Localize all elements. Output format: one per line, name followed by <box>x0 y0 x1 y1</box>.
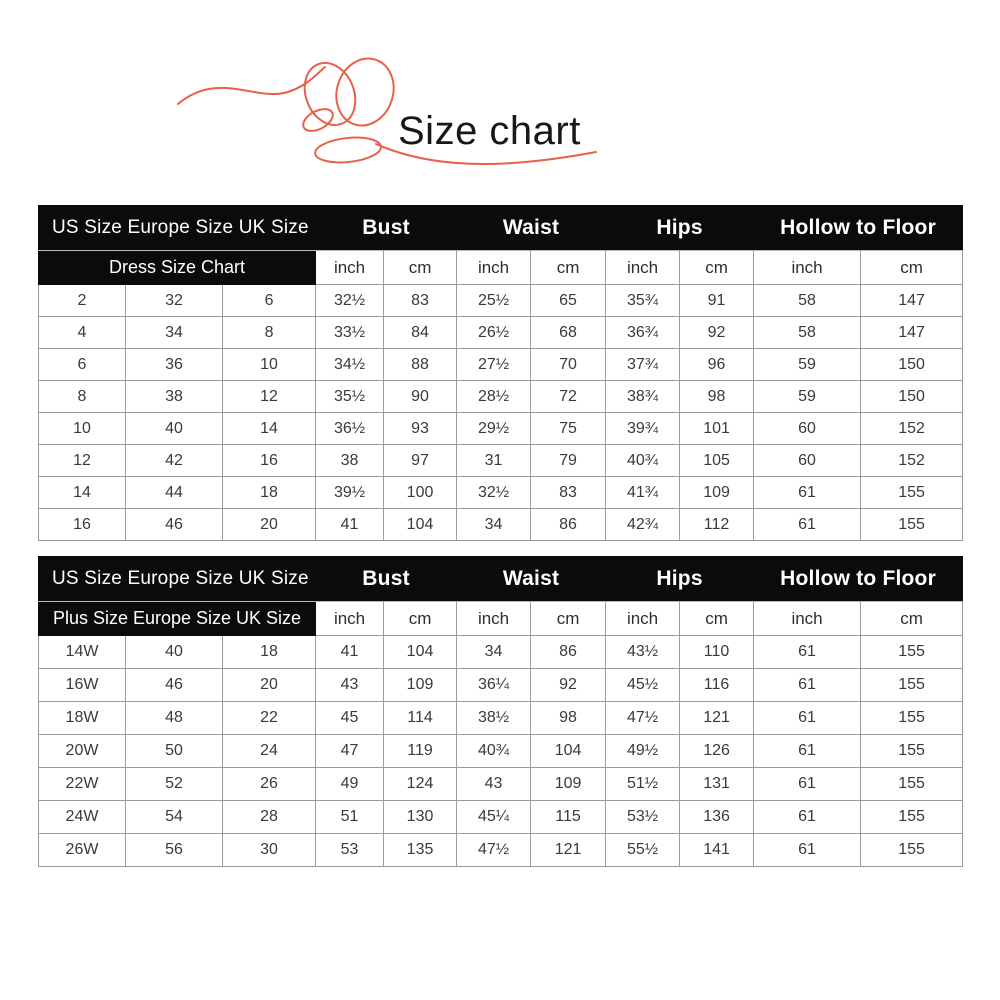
size-cell: 61 <box>754 669 861 702</box>
size-cell: 65 <box>531 285 606 317</box>
hollow-to-floor-header: Hollow to Floor <box>754 557 963 602</box>
size-cell: 51 <box>316 801 384 834</box>
size-cell: 152 <box>861 445 963 477</box>
size-cell: 16 <box>39 509 126 541</box>
size-cell: 54 <box>126 801 223 834</box>
plus-size-chart-label: Plus Size Europe Size UK Size <box>39 602 316 636</box>
size-cell: 114 <box>384 702 457 735</box>
size-cell: 150 <box>861 381 963 413</box>
size-systems-header: US Size Europe Size UK Size <box>39 557 316 602</box>
table-row <box>39 381 963 413</box>
table-row <box>39 445 963 477</box>
size-cell: 109 <box>680 477 754 509</box>
size-cell: 61 <box>754 735 861 768</box>
size-cell: 92 <box>531 669 606 702</box>
size-cell: 100 <box>384 477 457 509</box>
size-cell: 59 <box>754 349 861 381</box>
size-cell: 40 <box>126 636 223 669</box>
unit-header: inch <box>606 602 680 636</box>
size-cell: 28 <box>223 801 316 834</box>
size-cell: 155 <box>861 669 963 702</box>
size-cell: 136 <box>680 801 754 834</box>
table-row <box>39 509 963 541</box>
size-cell: 22W <box>39 768 126 801</box>
waist-header: Waist <box>457 206 606 251</box>
size-cell: 98 <box>680 381 754 413</box>
size-cell: 32 <box>126 285 223 317</box>
size-cell: 51½ <box>606 768 680 801</box>
unit-header-row <box>39 251 963 285</box>
size-cell: 14 <box>39 477 126 509</box>
unit-header-row <box>39 602 963 636</box>
table-row <box>39 636 963 669</box>
unit-header: inch <box>316 602 384 636</box>
size-cell: 86 <box>531 509 606 541</box>
size-cell: 47 <box>316 735 384 768</box>
size-cell: 84 <box>384 317 457 349</box>
size-cell: 72 <box>531 381 606 413</box>
size-cell: 2 <box>39 285 126 317</box>
size-cell: 46 <box>126 509 223 541</box>
plus-size-table-body <box>39 636 963 867</box>
size-cell: 97 <box>384 445 457 477</box>
size-cell: 33½ <box>316 317 384 349</box>
size-cell: 61 <box>754 834 861 867</box>
size-systems-header: US Size Europe Size UK Size <box>39 206 316 251</box>
size-cell: 45 <box>316 702 384 735</box>
unit-header: inch <box>457 602 531 636</box>
size-cell: 141 <box>680 834 754 867</box>
size-cell: 58 <box>754 317 861 349</box>
size-cell: 40¾ <box>606 445 680 477</box>
table-row <box>39 349 963 381</box>
size-cell: 61 <box>754 477 861 509</box>
size-cell: 35½ <box>316 381 384 413</box>
dress-size-table-body <box>39 285 963 541</box>
size-cell: 130 <box>384 801 457 834</box>
size-cell: 104 <box>384 636 457 669</box>
size-cell: 42¾ <box>606 509 680 541</box>
size-cell: 155 <box>861 735 963 768</box>
size-cell: 101 <box>680 413 754 445</box>
size-cell: 96 <box>680 349 754 381</box>
size-cell: 39½ <box>316 477 384 509</box>
hips-header: Hips <box>606 557 754 602</box>
size-cell: 60 <box>754 413 861 445</box>
table-row <box>39 669 963 702</box>
size-cell: 155 <box>861 636 963 669</box>
size-cell: 45½ <box>606 669 680 702</box>
size-cell: 20 <box>223 509 316 541</box>
size-cell: 68 <box>531 317 606 349</box>
size-cell: 34 <box>126 317 223 349</box>
table-row <box>39 801 963 834</box>
size-cell: 38½ <box>457 702 531 735</box>
size-cell: 121 <box>680 702 754 735</box>
table-row <box>39 768 963 801</box>
size-cell: 88 <box>384 349 457 381</box>
size-cell: 43 <box>316 669 384 702</box>
table-row <box>39 285 963 317</box>
size-cell: 155 <box>861 477 963 509</box>
bust-header: Bust <box>316 557 457 602</box>
size-cell: 24 <box>223 735 316 768</box>
size-cell: 155 <box>861 509 963 541</box>
size-cell: 36¾ <box>606 317 680 349</box>
size-cell: 8 <box>39 381 126 413</box>
size-cell: 121 <box>531 834 606 867</box>
size-cell: 152 <box>861 413 963 445</box>
size-cell: 22 <box>223 702 316 735</box>
size-cell: 109 <box>531 768 606 801</box>
size-cell: 131 <box>680 768 754 801</box>
size-cell: 110 <box>680 636 754 669</box>
size-cell: 34½ <box>316 349 384 381</box>
size-cell: 155 <box>861 768 963 801</box>
size-cell: 6 <box>223 285 316 317</box>
unit-header: inch <box>754 251 861 285</box>
size-cell: 47½ <box>457 834 531 867</box>
size-cell: 26 <box>223 768 316 801</box>
size-cell: 24W <box>39 801 126 834</box>
size-cell: 46 <box>126 669 223 702</box>
size-cell: 12 <box>223 381 316 413</box>
dress-size-table <box>38 205 963 541</box>
unit-header: inch <box>606 251 680 285</box>
unit-header: cm <box>384 251 457 285</box>
size-cell: 49 <box>316 768 384 801</box>
size-cell: 34 <box>457 636 531 669</box>
size-cell: 31 <box>457 445 531 477</box>
size-cell: 105 <box>680 445 754 477</box>
size-cell: 32½ <box>457 477 531 509</box>
size-cell: 86 <box>531 636 606 669</box>
size-cell: 45¼ <box>457 801 531 834</box>
size-cell: 124 <box>384 768 457 801</box>
hips-header: Hips <box>606 206 754 251</box>
size-cell: 39¾ <box>606 413 680 445</box>
size-cell: 8 <box>223 317 316 349</box>
size-cell: 50 <box>126 735 223 768</box>
size-cell: 70 <box>531 349 606 381</box>
size-cell: 14W <box>39 636 126 669</box>
size-cell: 116 <box>680 669 754 702</box>
unit-header: inch <box>316 251 384 285</box>
size-cell: 12 <box>39 445 126 477</box>
table-row <box>39 317 963 349</box>
size-cell: 150 <box>861 349 963 381</box>
size-cell: 41 <box>316 636 384 669</box>
size-cell: 36½ <box>316 413 384 445</box>
size-cell: 61 <box>754 636 861 669</box>
bust-header: Bust <box>316 206 457 251</box>
size-cell: 83 <box>531 477 606 509</box>
size-cell: 155 <box>861 702 963 735</box>
size-cell: 26½ <box>457 317 531 349</box>
unit-header: cm <box>861 251 963 285</box>
size-cell: 28½ <box>457 381 531 413</box>
measurement-header-row <box>39 206 963 251</box>
size-cell: 38 <box>316 445 384 477</box>
size-cell: 112 <box>680 509 754 541</box>
size-cell: 4 <box>39 317 126 349</box>
size-cell: 61 <box>754 768 861 801</box>
size-cell: 104 <box>531 735 606 768</box>
unit-header: inch <box>457 251 531 285</box>
size-cell: 29½ <box>457 413 531 445</box>
hollow-to-floor-header: Hollow to Floor <box>754 206 963 251</box>
size-cell: 36 <box>126 349 223 381</box>
unit-header: cm <box>531 602 606 636</box>
size-cell: 49½ <box>606 735 680 768</box>
size-cell: 18W <box>39 702 126 735</box>
page-title: Size chart <box>398 109 581 153</box>
size-cell: 60 <box>754 445 861 477</box>
unit-header: cm <box>384 602 457 636</box>
size-cell: 16 <box>223 445 316 477</box>
size-cell: 38 <box>126 381 223 413</box>
size-cell: 36¼ <box>457 669 531 702</box>
unit-header: cm <box>861 602 963 636</box>
size-cell: 34 <box>457 509 531 541</box>
dress-size-chart-label: Dress Size Chart <box>39 251 316 285</box>
size-cell: 104 <box>384 509 457 541</box>
size-cell: 48 <box>126 702 223 735</box>
size-cell: 59 <box>754 381 861 413</box>
size-cell: 40 <box>126 413 223 445</box>
size-cell: 92 <box>680 317 754 349</box>
size-cell: 147 <box>861 285 963 317</box>
measurement-header-row <box>39 557 963 602</box>
size-cell: 93 <box>384 413 457 445</box>
size-cell: 35¾ <box>606 285 680 317</box>
size-cell: 47½ <box>606 702 680 735</box>
size-cell: 26W <box>39 834 126 867</box>
size-cell: 79 <box>531 445 606 477</box>
size-cell: 14 <box>223 413 316 445</box>
size-cell: 30 <box>223 834 316 867</box>
size-cell: 135 <box>384 834 457 867</box>
size-cell: 91 <box>680 285 754 317</box>
size-cell: 52 <box>126 768 223 801</box>
size-cell: 42 <box>126 445 223 477</box>
size-cell: 83 <box>384 285 457 317</box>
size-cell: 58 <box>754 285 861 317</box>
size-cell: 18 <box>223 636 316 669</box>
size-cell: 56 <box>126 834 223 867</box>
size-cell: 43 <box>457 768 531 801</box>
size-cell: 53 <box>316 834 384 867</box>
size-cell: 27½ <box>457 349 531 381</box>
size-cell: 16W <box>39 669 126 702</box>
size-cell: 41 <box>316 509 384 541</box>
size-cell: 44 <box>126 477 223 509</box>
size-cell: 119 <box>384 735 457 768</box>
size-cell: 6 <box>39 349 126 381</box>
table-row <box>39 735 963 768</box>
size-cell: 126 <box>680 735 754 768</box>
size-cell: 20W <box>39 735 126 768</box>
size-cell: 43½ <box>606 636 680 669</box>
size-cell: 147 <box>861 317 963 349</box>
size-cell: 10 <box>39 413 126 445</box>
size-cell: 61 <box>754 509 861 541</box>
size-cell: 98 <box>531 702 606 735</box>
size-cell: 109 <box>384 669 457 702</box>
size-cell: 38¾ <box>606 381 680 413</box>
size-cell: 155 <box>861 801 963 834</box>
size-cell: 32½ <box>316 285 384 317</box>
size-cell: 55½ <box>606 834 680 867</box>
title-block <box>0 0 1000 200</box>
size-cell: 61 <box>754 702 861 735</box>
unit-header: cm <box>680 602 754 636</box>
size-cell: 18 <box>223 477 316 509</box>
size-cell: 41¾ <box>606 477 680 509</box>
size-cell: 90 <box>384 381 457 413</box>
size-cell: 115 <box>531 801 606 834</box>
unit-header: cm <box>680 251 754 285</box>
waist-header: Waist <box>457 557 606 602</box>
size-cell: 53½ <box>606 801 680 834</box>
size-cell: 20 <box>223 669 316 702</box>
plus-size-table <box>38 556 963 867</box>
size-cell: 37¾ <box>606 349 680 381</box>
size-cell: 40¾ <box>457 735 531 768</box>
size-cell: 155 <box>861 834 963 867</box>
unit-header: cm <box>531 251 606 285</box>
table-row <box>39 413 963 445</box>
unit-header: inch <box>754 602 861 636</box>
size-cell: 10 <box>223 349 316 381</box>
table-row <box>39 834 963 867</box>
size-cell: 61 <box>754 801 861 834</box>
size-cell: 75 <box>531 413 606 445</box>
table-row <box>39 477 963 509</box>
size-cell: 25½ <box>457 285 531 317</box>
table-row <box>39 702 963 735</box>
